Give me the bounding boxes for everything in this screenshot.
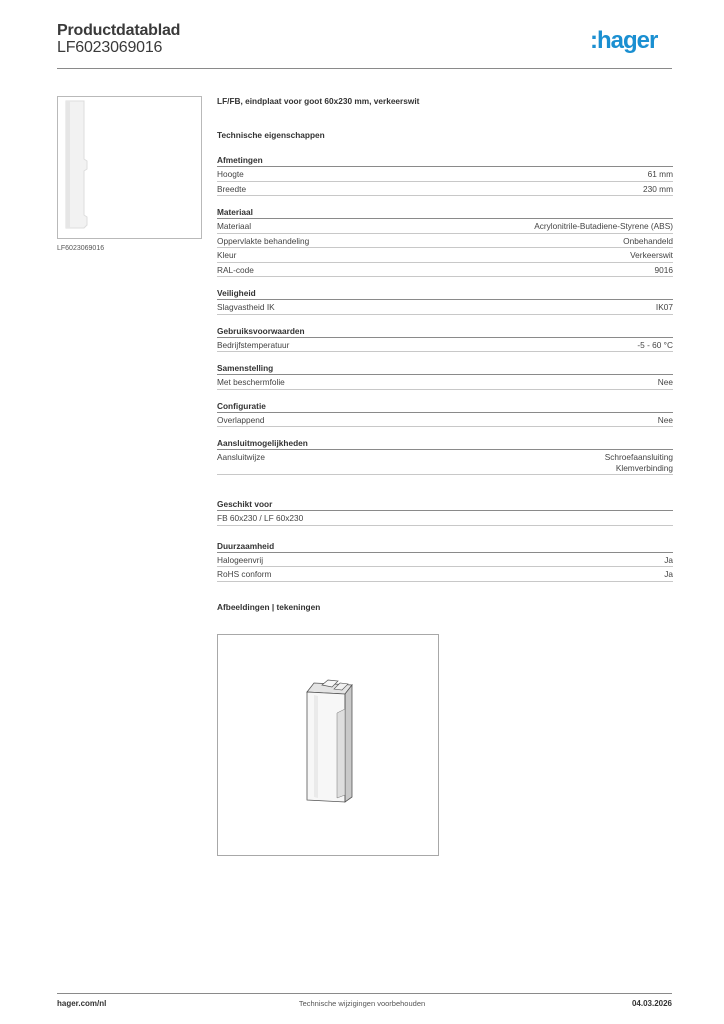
- spec-label: FB 60x230 / LF 60x230: [217, 513, 304, 523]
- spec-value: [664, 569, 673, 581]
- spec-label: RAL-code: [217, 264, 254, 275]
- spec-value: [643, 184, 673, 196]
- technical-heading: Technische eigenschappen: [217, 130, 325, 140]
- spec-row: [217, 413, 673, 428]
- spec-value: [605, 452, 673, 474]
- spec-row: [217, 511, 673, 526]
- spec-row: [217, 234, 673, 249]
- spec-value-line: Nee: [657, 414, 673, 425]
- spec-value: [534, 221, 673, 233]
- page-title: Productdatablad: [57, 22, 181, 39]
- spec-value: [658, 415, 673, 427]
- spec-label: RoHS conform: [217, 569, 272, 579]
- spec-label: Overlappend: [217, 414, 265, 425]
- spec-row: [217, 553, 673, 568]
- section-heading: Materiaal: [217, 205, 673, 219]
- section-heading: Gebruiksvoorwaarden: [217, 324, 673, 338]
- section-heading: Duurzaamheid: [217, 539, 673, 553]
- spec-label: Met beschermfolie: [217, 377, 285, 387]
- footer-website-link[interactable]: hager.com/nl: [57, 999, 107, 1008]
- spec-label: Oppervlakte behandeling: [217, 235, 310, 246]
- spec-label: Hoogte: [217, 169, 244, 179]
- product-drawing: [217, 634, 439, 856]
- spec-value: [658, 377, 673, 389]
- end-plate-thumbnail-image: [58, 97, 203, 240]
- spec-value-line: IK07: [655, 302, 673, 312]
- spec-value: [623, 236, 673, 248]
- section-heading: Configuratie: [217, 399, 673, 413]
- footer-divider: [57, 993, 672, 994]
- spec-row: [217, 182, 673, 197]
- spec-value-line: 9016: [654, 264, 673, 275]
- section-heading: Samenstelling: [217, 361, 673, 375]
- spec-row: [217, 248, 673, 263]
- spec-section: [217, 497, 673, 526]
- spec-value-line: -5 - 60 °C: [637, 339, 673, 350]
- spec-section: [217, 205, 673, 277]
- spec-label: Slagvastheid IK: [217, 302, 275, 312]
- spec-row: [217, 263, 673, 278]
- spec-value: [648, 169, 673, 181]
- spec-section: [217, 399, 673, 428]
- spec-section: [217, 286, 673, 315]
- spec-section: [217, 436, 673, 475]
- section-heading: Geschikt voor: [217, 497, 673, 511]
- spec-label: Halogeenvrij: [217, 554, 264, 565]
- product-code: LF6023069016: [57, 39, 163, 56]
- spec-row: [217, 375, 673, 390]
- spec-value-line: 230 mm: [643, 183, 673, 194]
- spec-section: [217, 361, 673, 390]
- spec-value: [630, 250, 673, 262]
- spec-label: Breedte: [217, 183, 247, 194]
- spec-value-line: Klemverbinding: [615, 463, 673, 473]
- spec-section: [217, 539, 673, 582]
- specifications: [217, 96, 673, 616]
- spec-row: [217, 450, 673, 475]
- spec-label: Materiaal: [217, 221, 252, 231]
- spec-value-line: Nee: [657, 377, 673, 387]
- spec-section: [217, 153, 673, 196]
- section-heading: Afmetingen: [217, 153, 673, 167]
- spec-value: [656, 302, 673, 314]
- spec-row: [217, 338, 673, 353]
- end-plate-drawing: [218, 635, 440, 857]
- spec-row: [217, 300, 673, 315]
- footer-date: 04.03.2026: [631, 999, 672, 1008]
- product-thumbnail: [57, 96, 202, 239]
- spec-value: [637, 340, 673, 352]
- header-divider: [57, 68, 672, 69]
- spec-label: Aansluitwijze: [217, 452, 265, 462]
- spec-value-line: Onbehandeld: [623, 235, 673, 246]
- spec-sections: [217, 153, 673, 582]
- spec-value-line: Ja: [664, 569, 673, 579]
- spec-value-line: Ja: [664, 554, 673, 565]
- section-heading: Aansluitmogelijkheden: [217, 436, 673, 450]
- spec-section: [217, 324, 673, 353]
- footer-disclaimer: Technische wijzigingen voorbehouden: [298, 999, 426, 1008]
- hager-logo-text: :hager: [590, 28, 658, 54]
- spec-value-line: Verkeerswit: [630, 250, 673, 260]
- spec-row: [217, 219, 673, 234]
- spec-value-line: Schroefaansluiting: [604, 452, 673, 462]
- spec-label: Bedrijfstemperatuur: [217, 339, 290, 350]
- hager-logo: [590, 28, 672, 54]
- images-heading: Afbeeldingen | tekeningen: [217, 601, 321, 612]
- spec-value: [664, 555, 673, 567]
- spec-value: [655, 265, 673, 277]
- spec-value-line: Acrylonitrile-Butadiene-Styrene (ABS): [534, 221, 673, 231]
- spec-row: [217, 567, 673, 582]
- spec-value-line: 61 mm: [647, 169, 673, 179]
- spec-row: [217, 167, 673, 182]
- section-heading: Veiligheid: [217, 286, 673, 300]
- spec-label: Kleur: [217, 250, 237, 260]
- thumbnail-caption: LF6023069016: [57, 245, 105, 252]
- product-title: LF/FB, eindplaat voor goot 60x230 mm, verkeerswit: [217, 96, 420, 106]
